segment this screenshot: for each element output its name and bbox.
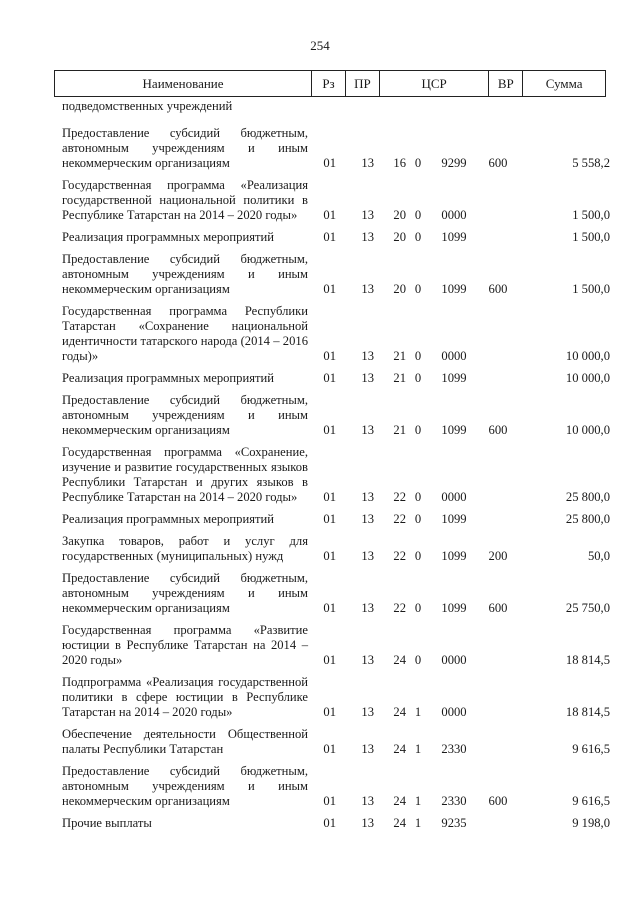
row-rz: 01 xyxy=(323,742,336,756)
table-row xyxy=(62,512,610,527)
table-row xyxy=(62,764,610,809)
page-number: 254 xyxy=(310,38,330,53)
row-csr-direction: 1099 xyxy=(441,423,467,437)
row-name: Предоставление субсидий бюджетным, автономным учреждениям и иным некоммерческим организациям xyxy=(62,571,308,615)
row-pr: 13 xyxy=(361,816,374,830)
table-row xyxy=(62,304,610,364)
row-csr-direction: 0000 xyxy=(441,208,467,222)
table-header xyxy=(54,70,606,97)
table-row xyxy=(62,534,610,564)
row-rz: 01 xyxy=(323,282,336,296)
row-pr: 13 xyxy=(361,282,374,296)
row-csr-program: 22 xyxy=(393,490,406,504)
row-csr-subprogram: 0 xyxy=(414,490,422,504)
row-pr: 13 xyxy=(361,371,374,385)
row-csr-program: 24 xyxy=(393,816,406,830)
row-name: Предоставление субсидий бюджетным, автономным учреждениям и иным некоммерческим организациям xyxy=(62,126,308,170)
row-csr-direction: 9235 xyxy=(441,816,467,830)
row-vr: 200 xyxy=(488,549,508,563)
row-name: Закупка товаров, работ и услуг для государственных (муниципальных) нужд xyxy=(62,534,308,563)
row-csr-subprogram: 1 xyxy=(414,816,422,830)
row-csr-program: 21 xyxy=(393,349,406,363)
row-csr-subprogram: 0 xyxy=(414,549,422,563)
row-sum: 10 000,0 xyxy=(565,423,610,437)
row-pr: 13 xyxy=(361,549,374,563)
header-sum: Сумма xyxy=(545,75,583,91)
row-sum: 1 500,0 xyxy=(572,230,610,244)
table-row xyxy=(62,178,610,223)
table-row xyxy=(62,393,610,438)
row-pr: 13 xyxy=(361,653,374,667)
row-name: Обеспечение деятельности Общественной палаты Республики Татарстан xyxy=(62,727,308,756)
row-name: Государственная программа «Развитие юстиции в Республике Татарстан на 2014 – 2020 годы» xyxy=(62,623,308,667)
table-row xyxy=(62,371,610,386)
row-pr: 13 xyxy=(361,208,374,222)
row-pr: 13 xyxy=(361,423,374,437)
row-sum: 18 814,5 xyxy=(565,653,610,667)
row-csr-program: 20 xyxy=(393,208,406,222)
row-rz: 01 xyxy=(323,794,336,808)
row-name: Реализация программных мероприятий xyxy=(62,230,274,244)
row-csr-program: 24 xyxy=(393,794,406,808)
row-sum: 18 814,5 xyxy=(565,705,610,719)
row-name: Прочие выплаты xyxy=(62,816,152,830)
row-csr-program: 24 xyxy=(393,653,406,667)
row-vr: 600 xyxy=(488,282,508,296)
row-sum: 10 000,0 xyxy=(565,371,610,385)
row-csr-direction: 1099 xyxy=(441,282,467,296)
row-sum: 5 558,2 xyxy=(572,156,610,170)
row-vr: 600 xyxy=(488,156,508,170)
row-csr-direction: 1099 xyxy=(441,371,467,385)
row-name: Реализация программных мероприятий xyxy=(62,371,274,385)
row-sum: 1 500,0 xyxy=(572,282,610,296)
row-pr: 13 xyxy=(361,490,374,504)
row-vr: 600 xyxy=(488,423,508,437)
row-sum: 9 198,0 xyxy=(572,816,610,830)
row-name: Предоставление субсидий бюджетным, автономным учреждениям и иным некоммерческим организациям xyxy=(62,393,308,437)
row-csr-subprogram: 0 xyxy=(414,208,422,222)
row-csr-subprogram: 0 xyxy=(414,349,422,363)
row-sum: 25 800,0 xyxy=(565,512,610,526)
row-rz: 01 xyxy=(323,601,336,615)
row-rz: 01 xyxy=(323,423,336,437)
row-name: Государственная программа Республики Татарстан «Сохранение национальной идентичности татарского народа (2014 – 2016 годы)» xyxy=(62,304,308,363)
row-csr-program: 22 xyxy=(393,601,406,615)
row-csr-direction: 1099 xyxy=(441,601,467,615)
table-row xyxy=(62,816,610,831)
row-csr-subprogram: 0 xyxy=(414,601,422,615)
row-name: подведомственных учреждений xyxy=(62,99,233,113)
row-name: Государственная программа «Сохранение, изучение и развитие государственных языков Республики Татарстан и других языков в Республике Татарстан на 2014 – 2020 годы» xyxy=(62,445,308,504)
table-row xyxy=(62,230,610,245)
row-csr-program: 21 xyxy=(393,371,406,385)
row-name: Предоставление субсидий бюджетным, автономным учреждениям и иным некоммерческим организациям xyxy=(62,252,308,296)
row-csr-direction: 0000 xyxy=(441,349,467,363)
row-pr: 13 xyxy=(361,512,374,526)
row-sum: 25 750,0 xyxy=(565,601,610,615)
row-csr-direction: 0000 xyxy=(441,705,467,719)
row-rz: 01 xyxy=(323,208,336,222)
table-row xyxy=(62,727,610,757)
header-rz: Рз xyxy=(312,71,346,96)
row-pr: 13 xyxy=(361,794,374,808)
table-row xyxy=(62,445,610,505)
row-rz: 01 xyxy=(323,549,336,563)
row-sum: 25 800,0 xyxy=(565,490,610,504)
row-csr-subprogram: 0 xyxy=(414,230,422,244)
row-csr-direction: 2330 xyxy=(441,794,467,808)
row-csr-program: 16 xyxy=(393,156,406,170)
header-name: Наименование xyxy=(55,71,312,96)
row-rz: 01 xyxy=(323,512,336,526)
row-csr-subprogram: 0 xyxy=(414,653,422,667)
table-row xyxy=(62,623,610,668)
row-sum: 9 616,5 xyxy=(572,794,610,808)
row-csr-direction: 0000 xyxy=(441,653,467,667)
header-csr: ЦСР xyxy=(380,71,490,96)
row-csr-subprogram: 0 xyxy=(414,156,422,170)
row-name: Предоставление субсидий бюджетным, автономным учреждениям и иным некоммерческим организациям xyxy=(62,764,308,808)
header-vr: ВР xyxy=(489,71,523,96)
row-csr-subprogram: 0 xyxy=(414,423,422,437)
table-body xyxy=(62,99,610,838)
row-pr: 13 xyxy=(361,230,374,244)
row-pr: 13 xyxy=(361,349,374,363)
row-vr: 600 xyxy=(488,601,508,615)
row-pr: 13 xyxy=(361,601,374,615)
row-csr-subprogram: 1 xyxy=(414,742,422,756)
row-csr-program: 22 xyxy=(393,549,406,563)
row-rz: 01 xyxy=(323,371,336,385)
row-csr-direction: 1099 xyxy=(441,512,467,526)
row-csr-program: 22 xyxy=(393,512,406,526)
row-sum: 50,0 xyxy=(587,549,610,563)
row-sum: 10 000,0 xyxy=(565,349,610,363)
row-csr-direction: 1099 xyxy=(441,549,467,563)
row-csr-subprogram: 0 xyxy=(414,371,422,385)
row-csr-program: 20 xyxy=(393,230,406,244)
table-row xyxy=(62,126,610,171)
row-csr-program: 24 xyxy=(393,742,406,756)
row-csr-subprogram: 1 xyxy=(414,705,422,719)
row-rz: 01 xyxy=(323,653,336,667)
row-csr-direction: 9299 xyxy=(441,156,467,170)
header-pr: ПР xyxy=(346,71,380,96)
row-name: Подпрограмма «Реализация государственной политики в сфере юстиции в Республике Татарстан на 2014 – 2020 годы» xyxy=(62,675,308,719)
row-csr-program: 24 xyxy=(393,705,406,719)
row-csr-program: 20 xyxy=(393,282,406,296)
table-row xyxy=(62,571,610,616)
table-row xyxy=(62,99,610,114)
row-rz: 01 xyxy=(323,490,336,504)
row-name: Реализация программных мероприятий xyxy=(62,512,274,526)
row-csr-subprogram: 0 xyxy=(414,512,422,526)
row-pr: 13 xyxy=(361,156,374,170)
row-vr: 600 xyxy=(488,794,508,808)
row-csr-program: 21 xyxy=(393,423,406,437)
row-rz: 01 xyxy=(323,230,336,244)
row-rz: 01 xyxy=(323,705,336,719)
row-sum: 9 616,5 xyxy=(572,742,610,756)
row-csr-subprogram: 1 xyxy=(414,794,422,808)
row-rz: 01 xyxy=(323,349,336,363)
row-rz: 01 xyxy=(323,816,336,830)
row-csr-direction: 0000 xyxy=(441,490,467,504)
row-rz: 01 xyxy=(323,156,336,170)
row-pr: 13 xyxy=(361,705,374,719)
row-csr-direction: 1099 xyxy=(441,230,467,244)
row-csr-direction: 2330 xyxy=(441,742,467,756)
row-sum: 1 500,0 xyxy=(572,208,610,222)
row-pr: 13 xyxy=(361,742,374,756)
row-name: Государственная программа «Реализация государственной национальной политики в Республике Татарстан на 2014 – 2020 годы» xyxy=(62,178,308,222)
table-row xyxy=(62,252,610,297)
table-row xyxy=(62,675,610,720)
row-csr-subprogram: 0 xyxy=(414,282,422,296)
